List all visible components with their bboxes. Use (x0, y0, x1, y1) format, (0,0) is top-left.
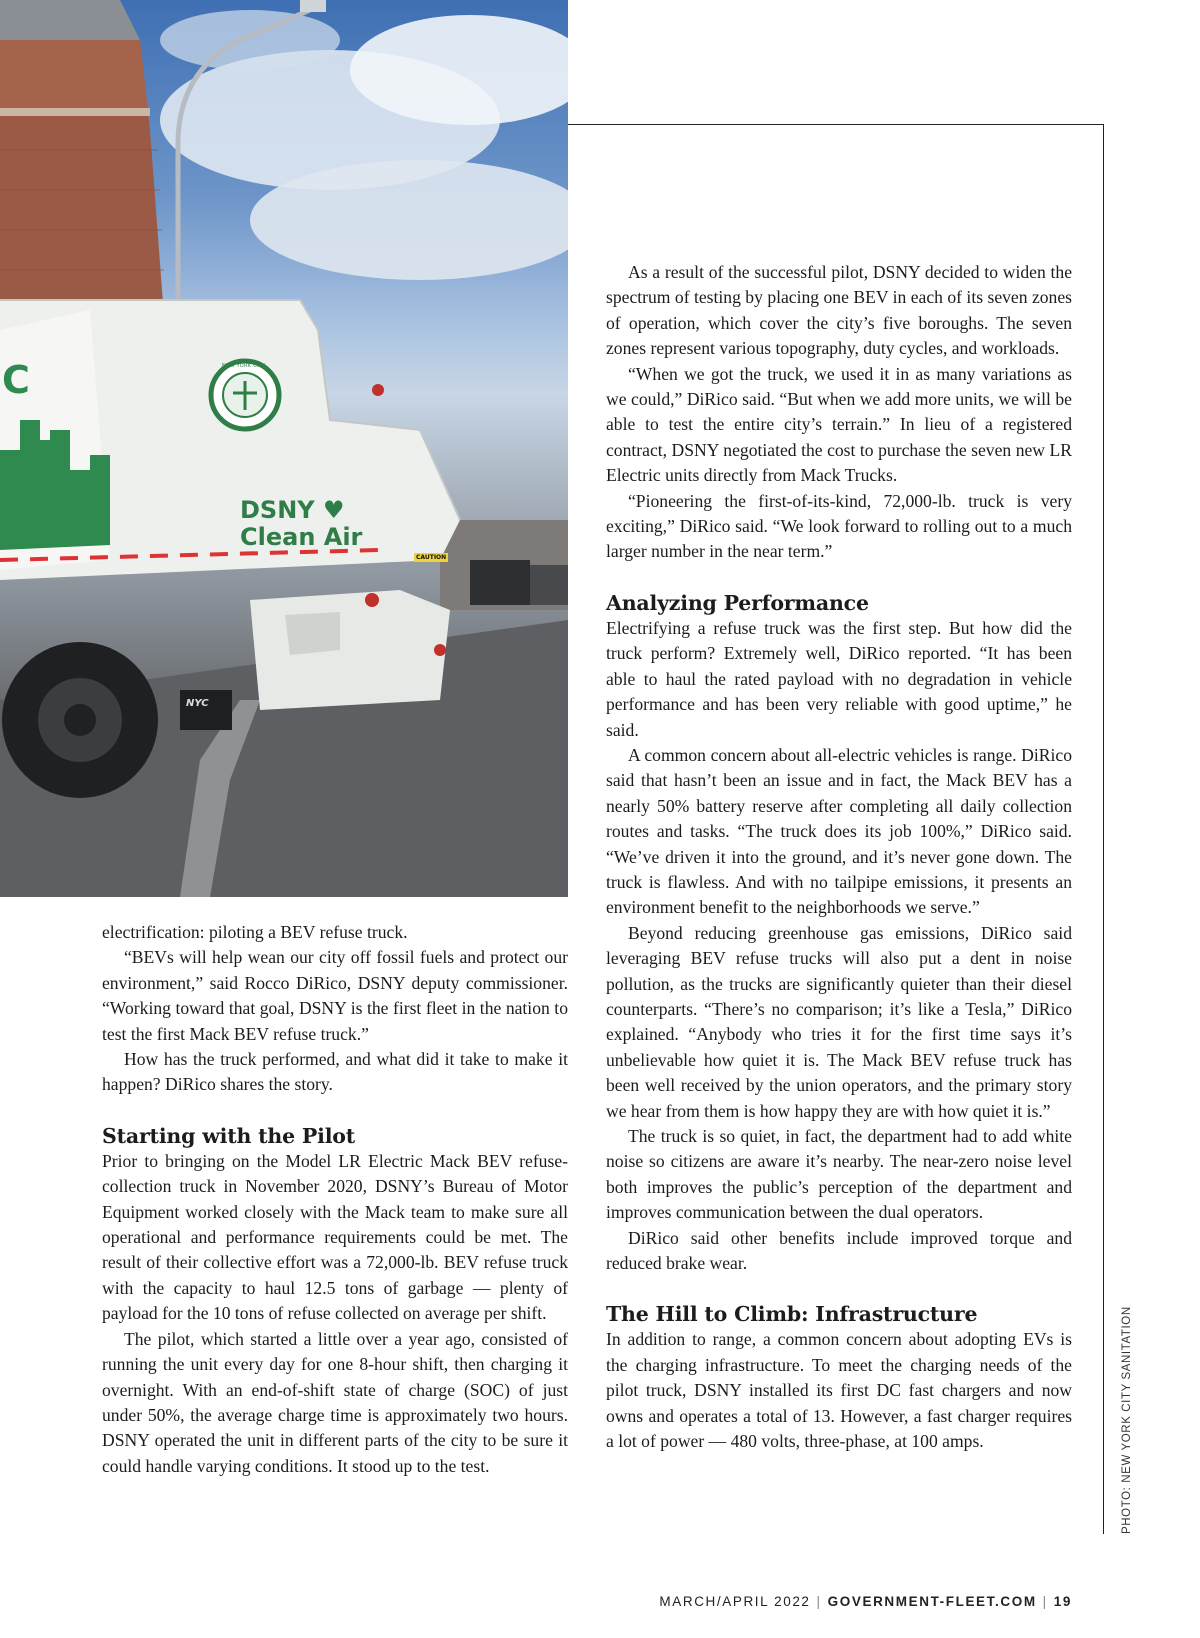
paragraph: In addition to range, a common concern about adopting EVs is the charging infrastructure. To meet the charging needs of the pilot truck, DSNY installed its first DC fast chargers and now owns and operates a total of 13. However, a fast charger requires a lot of power — 480 volts, three-phase, at 100 amps. (606, 1329, 1072, 1452)
site-name: GOVERNMENT-FLEET.COM (827, 1594, 1037, 1609)
truck-letter: C (2, 358, 30, 402)
footer-divider: | (1042, 1594, 1048, 1609)
issue-date: MARCH/APRIL 2022 (659, 1594, 811, 1609)
section-heading-pilot: Starting with the Pilot (102, 1123, 356, 1148)
paragraph: Beyond reducing greenhouse gas emissions, DiRico said leveraging BEV refuse trucks will also put a dent in noise pollution, as the trucks are significantly quieter than their diesel counterparts. “There’s no comparison; it’s like a Tesla,” DiRico explained. “Anybody who tries it for the first time says it’s unbelievable how quiet it is. The Mack BEV refuse truck has been well received by the union operators, and the primary story we hear from them is how happy they are with how quiet it is.” (606, 922, 1072, 1121)
paragraph: “BEVs will help wean our city off fossil fuels and protect our environment,” said Rocco DiRico, DSNY deputy commissioner. “Working toward that goal, DSNY is the first fleet in the nation to test the first Mack BEV refuse truck.” (102, 947, 568, 1044)
paragraph: As a result of the successful pilot, DSNY decided to widen the spectrum of testing by placing one BEV in each of its seven zones of operation, which cover the city’s five boroughs. The seven zones represent various topography, duty cycles, and workloads. (606, 262, 1072, 359)
spacer (606, 1276, 1072, 1301)
truck-slogan-line1: DSNY ♥ (240, 496, 345, 524)
truck-seal-text: NEW YORK CITY (222, 363, 266, 369)
truck-slogan-line2: Clean Air (240, 523, 363, 551)
footer-divider: | (816, 1594, 822, 1609)
spacer (606, 565, 1072, 590)
page-number: 19 (1053, 1594, 1072, 1609)
paragraph: A common concern about all-electric vehicles is range. DiRico said that hasn’t been an issue and in fact, the Mack BEV has a nearly 50% battery reserve after completing all daily collection routes and tasks. “The truck does its job 100%,” DiRico said. “We’ve driven it into the ground, and it’s never gone down. The truck is flawless. And with no tailpipe emissions, it presents an environment benefit to the neighborhoods we serve.” (606, 744, 1072, 918)
paragraph: DiRico said other benefits include improved torque and reduced brake wear. (606, 1227, 1072, 1274)
paragraph: Electrifying a refuse truck was the first step. But how did the truck perform? Extremely well, DiRico reported. “It has been able to haul the rated payload with no degradation in vehicle performance and has been very reliable with good uptime,” he said. (606, 617, 1072, 740)
paragraph: How has the truck performed, and what did it take to make it happen? DiRico shares the story. (102, 1049, 568, 1095)
section-heading-performance: Analyzing Performance (606, 590, 869, 615)
truck-illustration (0, 0, 568, 897)
paragraph: electrification: piloting a BEV refuse truck. (102, 922, 408, 942)
paragraph: “Pioneering the first-of-its-kind, 72,000-lb. truck is very exciting,” DiRico said. “We look forward to rolling out to a much larger number in the near term.” (606, 490, 1072, 562)
spacer (102, 1098, 568, 1123)
truck-slogan (240, 497, 362, 551)
photo-credit: PHOTO: NEW YORK CITY SANITATION (1121, 1306, 1133, 1534)
frame-top-rule (568, 124, 1104, 125)
truck-caution-label: CAUTION (416, 554, 447, 561)
paragraph: The truck is so quiet, in fact, the department had to add white noise so citizens are aware it’s nearby. The near-zero noise level both improves the public’s perception of the department and improves communication between the dual operators. (606, 1126, 1072, 1223)
paragraph: Prior to bringing on the Model LR Electric Mack BEV refuse-collection truck in November 2020, DSNY’s Bureau of Motor Equipment worked closely with the Mack team to make sure all operational and performance requirements could be met. The result of their collective effort was a 72,000-lb. BEV refuse truck with the capacity to haul 12.5 tons of garbage — plenty of payload for the 10 tons of refuse collected on average per shift. (102, 1150, 568, 1324)
paragraph: The pilot, which started a little over a year ago, consisted of running the unit every day for one 8-hour shift, then charging it overnight. With an end-of-shift state of charge (SOC) of just under 50%, the average charge time is approximately two hours. DSNY operated the unit in different parts of the city to be sure it could handle varying conditions. It stood up to the test. (102, 1328, 568, 1476)
truck-plate: NYC (186, 698, 209, 709)
frame-right-rule (1103, 124, 1104, 1534)
right-column (606, 260, 1072, 1454)
paragraph: “When we got the truck, we used it in as many variations as we could,” DiRico said. “But when we add more units, we will be able to test the entire city’s terrain.” In lieu of a registered contract, DSNY negotiated the cost to purchase the seven new LR Electric units directly from Mack Trucks. (606, 363, 1072, 486)
hero-photo (0, 0, 568, 897)
section-heading-infrastructure: The Hill to Climb: Infrastructure (606, 1302, 978, 1327)
left-column (102, 920, 568, 1479)
page-footer (659, 1594, 1072, 1609)
